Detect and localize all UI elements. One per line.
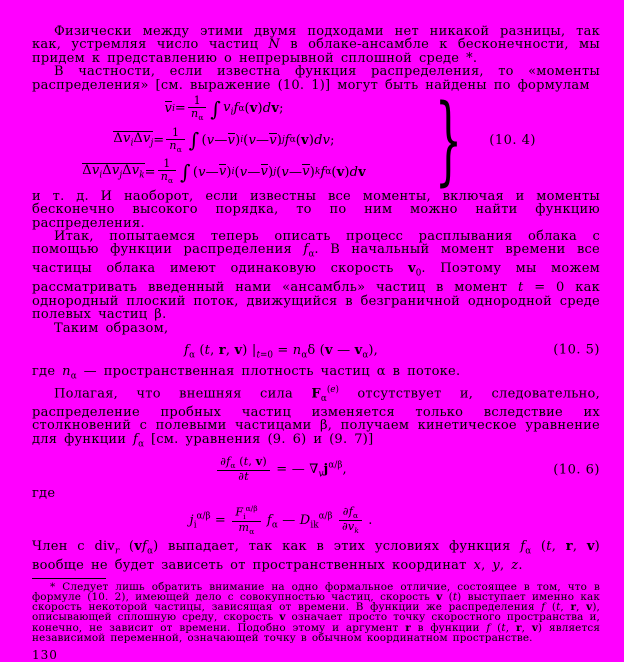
equation-rows (32, 95, 416, 186)
right-brace: } (434, 84, 463, 197)
equation-10-5-body: $f_\alpha$ (t, r, v) $|_{t=0} = n_\alpha\delta$ (v — $v_\alpha$), (184, 343, 378, 361)
paragraph-moments: В частности, если известна функция распределения, то «моменты распределения» [см. выражение (10. 1)] могут быть найдены по формулам (32, 64, 600, 93)
equation-label-10-5: (10. 5) (553, 342, 600, 358)
paragraph-div-term: Член с div$_r$ $(vf_\alpha)$ выпадает, так как в этих условиях функция $f_\alpha$ (t, r, v) вообще не будет зависеть от пространственных координат x, y, z. (32, 539, 600, 574)
equation-label-10-6: (10. 6) (553, 462, 600, 478)
page-number: 130 (32, 648, 58, 662)
equation-10-4-line2: $\Delta v_i\Delta v_j$ = $\frac{1}{n_\alpha}$ ∫ ( v — v ) i ( v — v ) j f α ( v ) dv ; (113, 125, 335, 154)
paragraph-inverse: и т. д. И наоборот, если известны все моменты, включая и моменты бесконечно высокого порядка, то по ним можно найти функцию распределения. (32, 188, 600, 231)
equation-10-4-line3: $\Delta v_i\Delta v_j\Delta v_k$ = $\frac{1}{n_\alpha}$ ∫ ( v — v ) i ( v — v ) j ( v — v ) k f α ( v ) d v (82, 157, 366, 186)
equation-10-4-line1: v i = $\frac{1}{n_\alpha}$ ∫ $v_i$ f α ( v ) d v ; (164, 94, 284, 123)
paragraph-cloud: Итак, попытаемся теперь описать процесс расплывания облака с помощью функции распределения $f_\alpha$. В начальный момент времени все частицы облака имеют одинаковую скорость $v_0$. Поэтому мы можем рассматривать введенный нами «ансамбль» частиц в момент t = 0 как однородный плоский поток, движущийся в безграничной однородной среде полевых частиц β. (32, 229, 601, 323)
equation-10-5 (32, 339, 600, 361)
equation-10-6-body: $\frac{\partial f_\alpha (t, v)}{\partial t}$ = — $\nabla_vj^{\alpha/\beta}$, (215, 462, 347, 477)
equation-group-10-4 (32, 84, 600, 197)
paragraph-density: где $n_\alpha$ — пространственная плотность частиц α в потоке. (32, 363, 461, 382)
paragraph-intro: Физически между этими двумя подходами нет никакой разницы, так как, устремляя число частиц N в облаке-ансамбле к бесконечности, мы придем к представлению о непрерывной сплошной среде *. (32, 24, 600, 66)
paragraph-thus: Таким образом, (54, 320, 169, 336)
equation-label-10-4: (10. 4) (489, 132, 536, 148)
equation-10-6 (32, 456, 600, 484)
paragraph-where: где (32, 486, 56, 502)
footnote: * Следует лишь обратить внимание на одно формальное отличие, состоящее в том, что в формуле (10. 2), имеющей дело с совокупностью частиц, скорость v (t) выступает именно как скорость некоторой частицы, зависящая от времени. В функции же распределения f (t, r, v), описывающей сплошную среду, скорость v означает просто точку скоростного пространства и, конечно, не зависит от времени. Подобно этому и аргумент r в функции f (t, r, v) является независимой переменной, означающей точку в обычном координатном пространстве. (32, 580, 601, 644)
equation-flux-body: $j_i^{\alpha/\beta}$ = $\frac{F_i^{\alpha/\beta}}{m_\alpha}$ $f_\alpha$ — $D_{ik}^{\alpha/\beta}$ $\frac{\partial f_\alpha}{\partial v_k}$ . (189, 503, 373, 537)
equation-flux (32, 505, 600, 537)
footnote-divider (32, 578, 106, 579)
paragraph-kinetic: Полагая, что внешняя сила $F_\alpha^{(e)}$ отсутствует и, следовательно, распределение пробных частиц изменяется только вследствие их столкновений с полевыми частицами β, получаем кинетическое уравнение для функции $f_\alpha$ [см. уравнения (9. 6) и (9. 7)] (32, 384, 601, 450)
